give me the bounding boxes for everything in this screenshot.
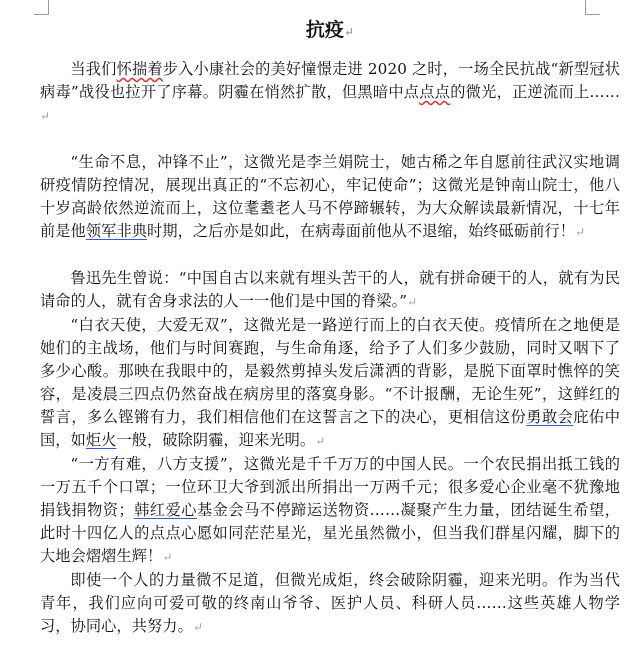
paragraph-text: 一般，破除阴霾，迎来光明。 — [116, 431, 316, 449]
paragraph-mark: ↵ — [162, 550, 173, 564]
paragraph — [40, 569, 620, 639]
paragraph-mark: ↵ — [192, 620, 204, 634]
paragraph-text: “生命不息，冲锋不止”，这微光是李兰娟院士，她古稀之年自愿前往武汉实地调研疫情防控情况，展现出真正的“不忘初心，牢记使命”；这微光是钟南山院士，他八十岁高龄依然逆流而上，这位耄耋老人马不停蹄辗转，为大众解读最新情况，十七年前是他 — [40, 153, 620, 240]
paragraph-text: 的微光，正逆流而上…… — [450, 83, 621, 101]
document-page[interactable] — [40, 18, 620, 639]
paragraph-text: 步入小康社会的美好憧憬走进 2020 之时，一场全民抗战“新型冠状病毒”战役也拉开了序幕。阴霾在悄然扩散，但黑暗中点 — [40, 60, 620, 101]
paragraph-text: 即使一个人的力量微不足道，但微光成炬，终会破除阴霾，迎来光明。作为当代青年，我们应向可爱可敬的终南山爷爷、医护人员、科研人员……这些英雄人物学习，协同心，共努力。 — [40, 571, 620, 635]
margin-corner-mark — [34, 0, 49, 15]
flagged-word: 韩红爱心 — [133, 501, 197, 519]
paragraph — [40, 151, 620, 244]
paragraph-text: 基金会马不停蹄运送物资……凝聚产生力量，团结诞生希望，此时十四亿人的点点心愿如同茫茫星光，星光虽然微小，但当我们群星闪耀，脚下的大地会熠熠生辉！ — [40, 501, 620, 565]
flagged-word: 勇敢会 — [526, 408, 574, 426]
paragraph — [40, 58, 620, 128]
paragraph — [40, 267, 620, 314]
flagged-word: 怀揣着 — [116, 60, 163, 78]
document-body[interactable] — [40, 58, 620, 639]
title-text: 抗疫 — [305, 19, 345, 41]
paragraph-text: “白衣天使，大爱无双”，这微光是一路逆行而上的白衣天使。疫情所在之地便是她们的主战场，他们与时间赛跑，与生命角逐，给予了人们多少鼓励，同时又咽下了多少心酸。那映在我眼中的，是毅然剪掉头发后潇洒的背影，是脱下面罩时憔悴的笑容，是凌晨三四点仍然奋战在病房里的落寞身影。“不计报酬，无论生死”，这鲜红的誓言，多么铿锵有力，我们相信他们在这誓言之下的决心，更相信这份 — [40, 316, 620, 426]
flagged-word: 点点 — [419, 83, 451, 101]
paragraph-text: “一方有难，八方支援”，这微光是千千万万的中国人民。一个农民捐出抵工钱的一万五千个口罩；一位环卫大爷到派出所捐出一万两千元；很多爱心企业毫不犹豫地捐钱捐物资； — [40, 455, 620, 519]
paragraph — [40, 453, 620, 569]
flagged-word: 领军非典 — [85, 222, 148, 240]
paragraph-text: 当我们 — [70, 60, 117, 78]
paragraph-mark: ↵ — [315, 434, 326, 448]
paragraph-text: 鲁迅先生曾说：“中国自古以来就有埋头苦干的人，就有拼命硬干的人，就有为民请命的人，就有舍身求法的人一一他们是中国的脊梁。” — [40, 269, 620, 310]
flagged-word: 炬火 — [85, 431, 117, 449]
paragraph — [40, 314, 620, 453]
paragraph-mark: ↵ — [407, 295, 418, 309]
document-title — [40, 18, 620, 44]
margin-corner-mark — [585, 0, 600, 15]
paragraph-mark: ↵ — [575, 225, 586, 239]
paragraph-text: 时期，之后亦是如此，在病毒面前他从不退缩，始终砥砺前行！ — [147, 222, 576, 240]
paragraph-mark: ↵ — [344, 25, 355, 39]
paragraph-text: 庇佑中国，如 — [40, 408, 620, 449]
paragraph-mark: ↵ — [40, 109, 51, 123]
